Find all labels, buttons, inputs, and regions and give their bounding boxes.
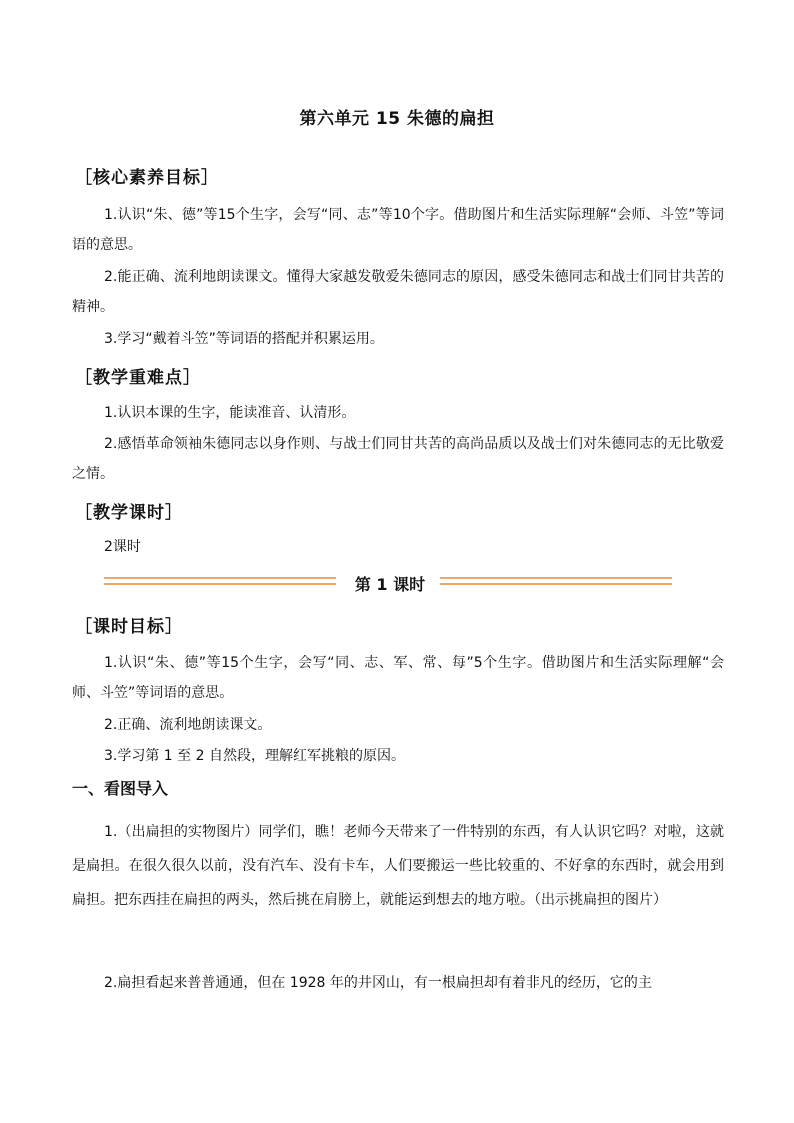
- class-hours-value: 2课时: [104, 539, 141, 555]
- divider-line-right: [440, 583, 672, 585]
- section-heading-key-points: ［教学重难点］: [75, 368, 201, 388]
- lesson-goal-item: 3.学习第 1 至 2 自然段，理解红军挑粮的原因。: [104, 748, 405, 764]
- section-heading-class-hours: ［教学课时］: [75, 503, 183, 523]
- core-goal-item: 1.认识“朱、德”等15个生字，会写“同、志”等10个字。借助图片和生活实际理解“会师、斗笠”等词语的意思。: [72, 207, 724, 253]
- lesson-divider-label: 第 1 课时: [354, 575, 426, 594]
- key-point-item: 2.感悟革命领袖朱德同志以身作则、与战士们同甘共苦的高尚品质以及战士们对朱德同志的无比敬爱之情。: [72, 436, 724, 482]
- divider-line-left: [104, 577, 336, 579]
- key-point-item: 1.认识本课的生字，能读准音、认清形。: [104, 405, 356, 421]
- section-heading-lesson-goals: ［课时目标］: [75, 617, 183, 637]
- section-heading-core-goals: ［核心素养目标］: [75, 168, 219, 188]
- divider-line-left: [104, 583, 336, 585]
- core-goal-item: 3.学习“戴着斗笠”等词语的搭配并积累运用。: [104, 331, 384, 347]
- core-goal-item: 2.能正确、流利地朗读课文。懂得大家越发敬爱朱德同志的原因，感受朱德同志和战士们同甘共苦的精神。: [72, 269, 724, 315]
- part-heading-intro: 一、看图导入: [72, 779, 169, 798]
- divider-line-right: [440, 577, 672, 579]
- page-title: 第六单元 15 朱德的扁担: [299, 109, 495, 129]
- body-paragraph: 2.扁担看起来普普通通，但在 1928 年的井冈山，有一根扁担却有着非凡的经历，它的主: [104, 975, 652, 991]
- lesson-goal-item: 1.认识“朱、德”等15个生字，会写“同、志、军、常、每”5个生字。借助图片和生活实际理解“会师、斗笠”等词语的意思。: [72, 655, 724, 701]
- lesson-goal-item: 2.正确、流利地朗读课文。: [104, 717, 272, 733]
- body-paragraph: 1.（出扁担的实物图片）同学们，瞧！老师今天带来了一件特别的东西，有人认识它吗？对啦，这就是扁担。在很久很久以前，没有汽车、没有卡车，人们要搬运一些比较重的、不好拿的东西时，就会用到扁担。把东西挂在扁担的两头，然后挑在肩膀上，就能运到想去的地方啦。（出示挑扁担的图片）: [72, 824, 724, 908]
